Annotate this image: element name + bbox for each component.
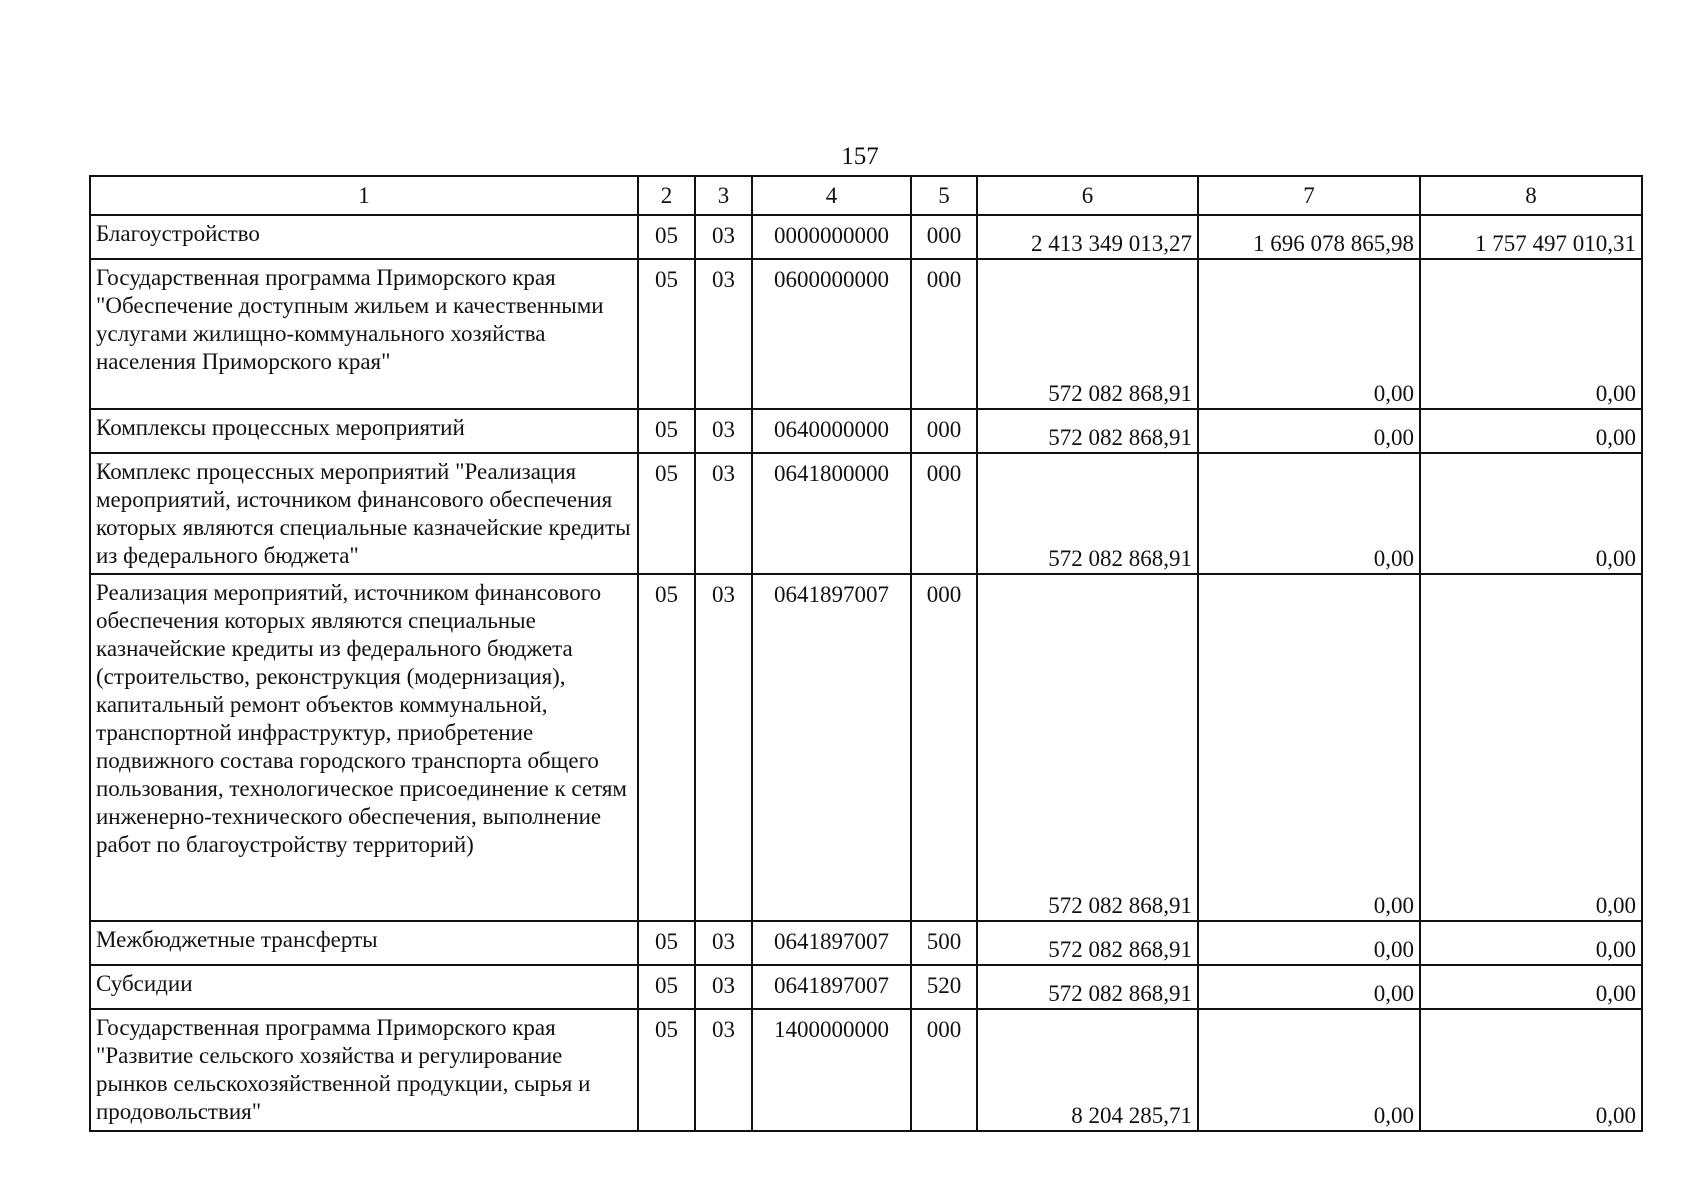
row-name: Межбюджетные трансферты [90,921,638,965]
table-row [90,921,1642,965]
header-cell: 6 [977,176,1198,215]
section-code: 05 [638,453,695,574]
header-cell: 3 [695,176,752,215]
amount-col6: 8 204 285,71 [977,1009,1198,1131]
amount-col6: 572 082 868,91 [977,574,1198,921]
section-code: 05 [638,215,695,259]
expense-type-code: 000 [911,574,977,921]
section-code: 05 [638,1009,695,1131]
header-row [90,176,1642,215]
row-name: Комплекс процессных мероприятий "Реализация мероприятий, источником финансового обеспечения которых являются специальные казначейские кредиты из федерального бюджета" [90,453,638,574]
header-cell: 7 [1198,176,1420,215]
amount-col6: 572 082 868,91 [977,965,1198,1009]
header-cell: 4 [752,176,911,215]
budget-table [89,175,1643,1132]
target-article-code: 0641897007 [752,921,911,965]
target-article-code: 0641800000 [752,453,911,574]
table-row [90,574,1642,921]
amount-col7: 0,00 [1198,409,1420,453]
row-name: Благоустройство [90,215,638,259]
subsection-code: 03 [695,215,752,259]
expense-type-code: 000 [911,453,977,574]
expense-type-code: 000 [911,215,977,259]
row-name: Реализация мероприятий, источником финансового обеспечения которых являются специальные казначейские кредиты из федерального бюджета (строительство, реконструкция (модернизация), капитальный ремонт объектов коммунальной, транспортной инфраструктур, приобретение подвижного состава городского транспорта общего пользования, технологическое присоединение к сетям инженерно-технического обеспечения, выполнение работ по благоустройству территорий) [90,574,638,921]
target-article-code: 0641897007 [752,965,911,1009]
amount-col7: 0,00 [1198,574,1420,921]
amount-col6: 572 082 868,91 [977,453,1198,574]
amount-col6: 2 413 349 013,27 [977,215,1198,259]
amount-col7: 0,00 [1198,259,1420,409]
amount-col8: 0,00 [1420,574,1642,921]
amount-col7: 0,00 [1198,921,1420,965]
row-name: Комплексы процессных мероприятий [90,409,638,453]
subsection-code: 03 [695,1009,752,1131]
page-number: 157 [841,143,879,170]
expense-type-code: 000 [911,259,977,409]
amount-col8: 0,00 [1420,259,1642,409]
amount-col8: 1 757 497 010,31 [1420,215,1642,259]
section-code: 05 [638,259,695,409]
table-row [90,259,1642,409]
table-row [90,215,1642,259]
table-row [90,1009,1642,1131]
subsection-code: 03 [695,965,752,1009]
section-code: 05 [638,921,695,965]
amount-col6: 572 082 868,91 [977,921,1198,965]
subsection-code: 03 [695,409,752,453]
subsection-code: 03 [695,259,752,409]
amount-col7: 0,00 [1198,965,1420,1009]
row-name: Государственная программа Приморского края "Обеспечение доступным жильем и качественными услугами жилищно-коммунального хозяйства населения Приморского края" [90,259,638,409]
target-article-code: 0600000000 [752,259,911,409]
expense-type-code: 000 [911,1009,977,1131]
amount-col8: 0,00 [1420,1009,1642,1131]
table-row [90,965,1642,1009]
amount-col6: 572 082 868,91 [977,259,1198,409]
target-article-code: 1400000000 [752,1009,911,1131]
header-cell: 8 [1420,176,1642,215]
row-name: Субсидии [90,965,638,1009]
amount-col8: 0,00 [1420,965,1642,1009]
amount-col7: 0,00 [1198,453,1420,574]
amount-col6: 572 082 868,91 [977,409,1198,453]
target-article-code: 0000000000 [752,215,911,259]
section-code: 05 [638,965,695,1009]
subsection-code: 03 [695,574,752,921]
header-cell: 5 [911,176,977,215]
section-code: 05 [638,409,695,453]
amount-col7: 0,00 [1198,1009,1420,1131]
subsection-code: 03 [695,453,752,574]
expense-type-code: 000 [911,409,977,453]
subsection-code: 03 [695,921,752,965]
target-article-code: 0640000000 [752,409,911,453]
amount-col7: 1 696 078 865,98 [1198,215,1420,259]
section-code: 05 [638,574,695,921]
table-row [90,409,1642,453]
amount-col8: 0,00 [1420,409,1642,453]
row-name: Государственная программа Приморского края "Развитие сельского хозяйства и регулирование рынков сельскохозяйственной продукции, сырья и продовольствия" [90,1009,638,1131]
target-article-code: 0641897007 [752,574,911,921]
amount-col8: 0,00 [1420,921,1642,965]
expense-type-code: 520 [911,965,977,1009]
amount-col8: 0,00 [1420,453,1642,574]
table-row [90,453,1642,574]
header-cell: 2 [638,176,695,215]
expense-type-code: 500 [911,921,977,965]
header-cell: 1 [90,176,638,215]
